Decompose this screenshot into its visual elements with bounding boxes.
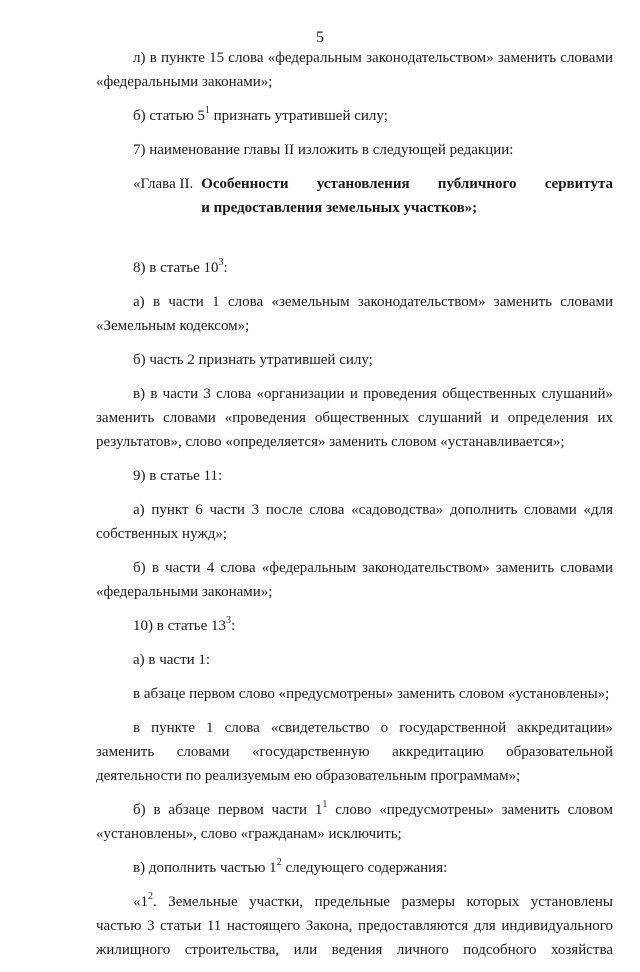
paragraph-16: в) дополнить частью $1^2$ следующего содержания: — [133, 857, 448, 876]
paragraph-4: 8) в статье $10^3$: — [133, 257, 228, 276]
paragraph-2: б) статью $5^1$ признать утратившей силу; — [133, 105, 388, 124]
paragraph-8: 9) в статье 11: — [133, 468, 223, 484]
chapter-prefix: «Глава II. — [133, 176, 194, 192]
paragraph-1: л) в пункте 15 слова «федеральным законодательством» заменить словами «федеральными законами»; — [96, 50, 613, 90]
paragraph-11: 10) в статье $13^3$: — [133, 615, 236, 634]
chapter-title-line-1: Особенности установления публичного сервитута — [201, 176, 613, 192]
paragraph-5: а) в части 1 слова «земельным законодательством» заменить словами «Земельным кодексом»; — [96, 294, 613, 334]
paragraph-6: б) часть 2 признать утратившей силу; — [133, 352, 373, 368]
paragraph-7: в) в части 3 слова «организации и проведения общественных слушаний» заменить словами «проведения общественных слушаний и определения их результатов», слово «определяется» заменить словом «устанавливается»; — [96, 386, 613, 450]
paragraph-17: «$1^2$. Земельные участки, предельные размеры которых установлены частью 3 статьи 11 настоящего Закона, предоставляются для индивидуального жилищного строительства, или ведения личного подсобного хозяйства — [96, 891, 613, 958]
paragraph-12: а) в части 1: — [133, 652, 211, 668]
paragraph-3: 7) наименование главы II изложить в следующей редакции: — [133, 142, 514, 158]
document-body — [96, 46, 613, 972]
paragraph-10: б) в части 4 слова «федеральным законодательством» заменить словами «федеральными законами»; — [96, 560, 613, 600]
chapter-title — [193, 172, 613, 220]
paragraph-13: в абзаце первом слово «предусмотрены» заменить словом «установлены»; — [133, 686, 610, 702]
chapter-title-line-2: и предоставления земельных участков»; — [201, 200, 478, 216]
paragraph-9: а) пункт 6 части 3 после слова «садоводства» дополнить словами «для собственных нужд»; — [96, 502, 613, 542]
chapter-heading — [96, 172, 613, 220]
paragraph-14: в пункте 1 слова «свидетельство о государственной аккредитации» заменить словами «государственную аккредитацию образовательной деятельности по реализуемым ею образовательным программам»; — [96, 720, 613, 784]
paragraph-15: б) в абзаце первом части $1^1$ слово «предусмотрены» заменить словом «установлены», слово «гражданам» исключить; — [96, 799, 613, 842]
page-number: 5 — [316, 29, 324, 46]
